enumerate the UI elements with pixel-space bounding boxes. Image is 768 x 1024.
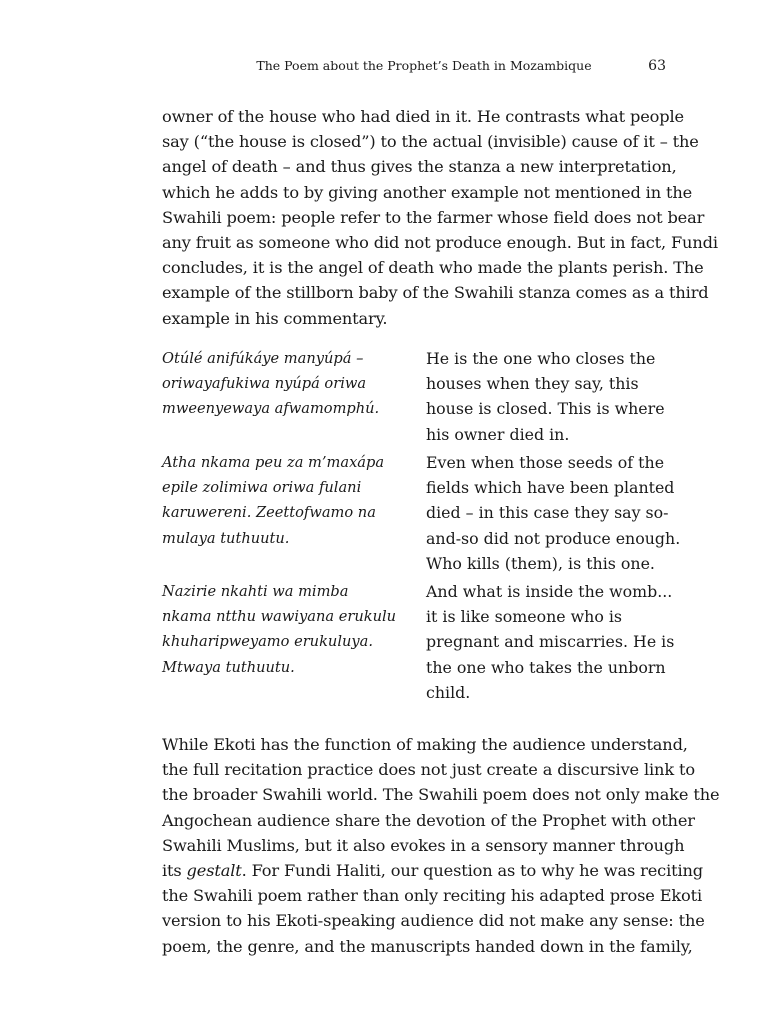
verse-line: oriwayafukiwa nyúpá oriwa bbox=[162, 375, 367, 393]
emphasized-term: gestalt bbox=[186, 861, 242, 881]
text-line: example of the stillborn baby of the Swahili stanza comes as a third bbox=[162, 283, 709, 303]
stanza-row bbox=[162, 450, 681, 579]
stanza-row bbox=[162, 346, 666, 450]
text-line: the Swahili poem rather than only reciting his adapted prose Ekoti bbox=[162, 886, 702, 906]
ekoti-verse bbox=[162, 346, 412, 422]
translation-line: the one who takes the unborn bbox=[426, 657, 666, 677]
ekoti-verse bbox=[162, 450, 412, 551]
text-line: the full recitation practice does not just create a discursive link to bbox=[162, 760, 695, 780]
text-line: angel of death – and thus gives the stanza a new interpretation, bbox=[162, 157, 677, 177]
translation-line: and-so did not produce enough. bbox=[426, 528, 681, 548]
translation-line: And what is inside the womb... bbox=[426, 582, 673, 601]
text-line: any fruit as someone who did not produce enough. But in fact, Fundi bbox=[162, 233, 718, 253]
verse-line: nkama ntthu wawiyana erukulu bbox=[162, 608, 397, 626]
translation-line: house is closed. This is where bbox=[426, 399, 665, 419]
translation-line: died – in this case they say so- bbox=[426, 503, 669, 523]
english-translation bbox=[426, 450, 681, 576]
translation-line: He is the one who closes the bbox=[426, 349, 656, 368]
verse-line: Otúlé anifúkáye manyúpá – bbox=[162, 350, 364, 367]
translation-line: his owner died in. bbox=[426, 424, 570, 444]
text-segment: its bbox=[162, 861, 187, 881]
text-line: version to his Ekoti-speaking audience did not make any sense: the bbox=[162, 911, 705, 931]
body-paragraph-2 bbox=[162, 732, 720, 959]
text-line: poem, the genre, and the manuscripts handed down in the family, bbox=[162, 936, 693, 956]
translation-line: Who kills (them), is this one. bbox=[426, 553, 655, 573]
text-line: which he adds to by giving another example not mentioned in the bbox=[162, 182, 693, 202]
verse-line: khuharipweyamo erukuluya. bbox=[162, 633, 373, 651]
verse-line: Mtwaya tuthuutu. bbox=[162, 658, 295, 676]
english-translation bbox=[426, 346, 666, 447]
translation-line: Even when those seeds of the bbox=[426, 453, 665, 472]
page-number: 63 bbox=[648, 58, 666, 74]
body-paragraph-1 bbox=[162, 104, 718, 331]
verse-line: mweenyewaya afwamomphú. bbox=[162, 400, 380, 418]
text-line: Angochean audience share the devotion of the Prophet with other bbox=[162, 810, 695, 830]
verse-line: epile zolimiwa oriwa fulani bbox=[162, 479, 362, 497]
running-header bbox=[162, 58, 666, 78]
running-title: The Poem about the Prophet’s Death in Mozambique bbox=[256, 58, 592, 73]
translation-line: child. bbox=[426, 682, 471, 702]
translation-line: it is like someone who is bbox=[426, 607, 623, 627]
text-line: owner of the house who had died in it. He contrasts what people bbox=[162, 107, 684, 126]
text-line: concludes, it is the angel of death who made the plants perish. The bbox=[162, 258, 704, 278]
text-line: the broader Swahili world. The Swahili poem does not only make the bbox=[162, 785, 720, 805]
text-line-with-emphasis bbox=[162, 858, 703, 883]
text-line: Swahili poem: people refer to the farmer whose field does not bear bbox=[162, 207, 705, 227]
stanza-row bbox=[162, 579, 675, 704]
translation-line: houses when they say, this bbox=[426, 374, 639, 394]
translation-line: pregnant and miscarries. He is bbox=[426, 632, 675, 652]
text-line: say (“the house is closed”) to the actual (invisible) cause of it – the bbox=[162, 132, 699, 152]
english-translation bbox=[426, 579, 675, 705]
verse-line: mulaya tuthuutu. bbox=[162, 529, 290, 547]
ekoti-verse bbox=[162, 579, 412, 680]
text-line: While Ekoti has the function of making the audience understand, bbox=[162, 735, 688, 754]
text-segment: . For Fundi Haliti, our question as to why he was reciting bbox=[241, 861, 703, 881]
translation-line: fields which have been planted bbox=[426, 478, 675, 498]
text-line: Swahili Muslims, but it also evokes in a sensory manner through bbox=[162, 835, 685, 855]
verse-line: Atha nkama peu za m’maxápa bbox=[162, 454, 385, 471]
text-line: example in his commentary. bbox=[162, 308, 388, 328]
verse-line: karuwereni. Zeettofwamo na bbox=[162, 504, 376, 522]
verse-translation-table bbox=[162, 346, 681, 704]
verse-line: Nazirie nkahti wa mimba bbox=[162, 583, 349, 600]
